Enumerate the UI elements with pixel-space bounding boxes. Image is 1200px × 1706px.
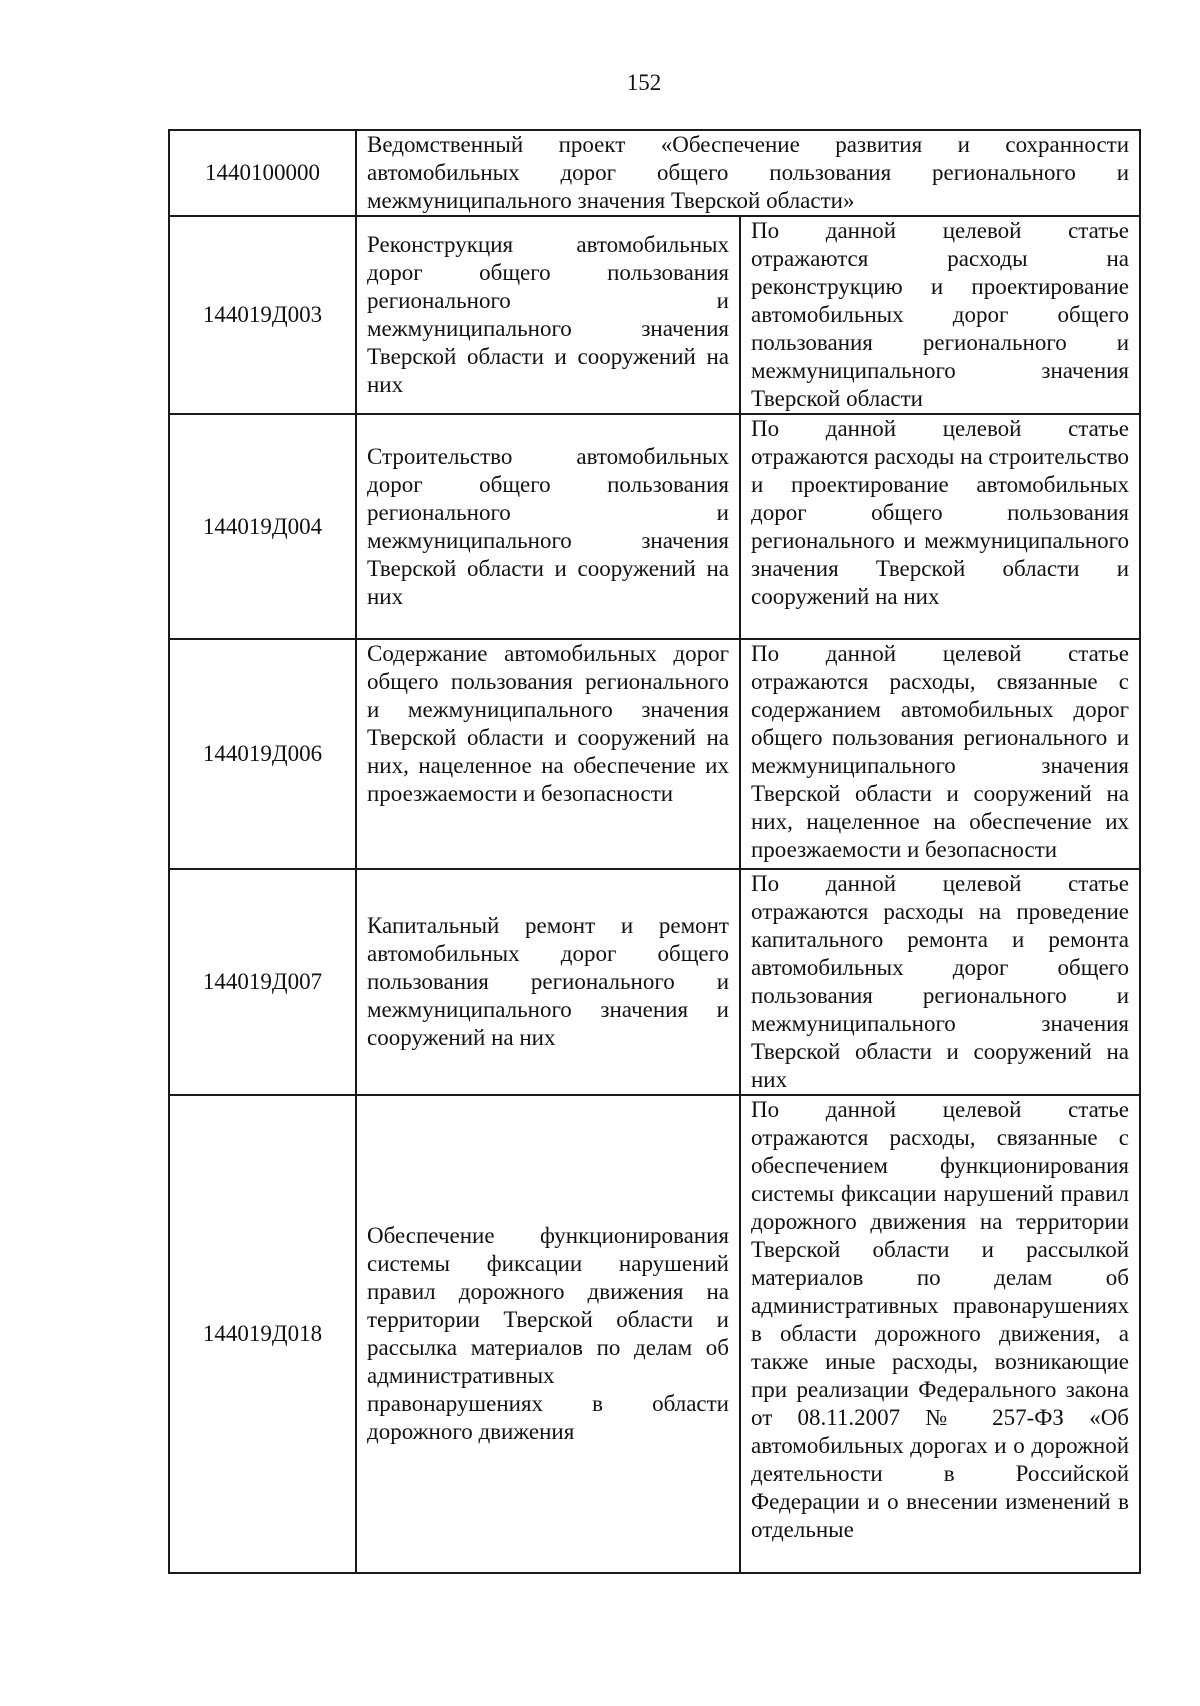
- row-name: Реконструкция автомобильных дорог общего пользования регионального и межмуниципального значения Тверской области и сооружений на них: [356, 216, 740, 414]
- row-description: По данной целевой статье отражаются расходы на проведение капитального ремонта и ремонта автомобильных дорог общего пользования регионального и межмуниципального значения Тверской области и сооружений на них: [740, 869, 1140, 1095]
- row-name: Строительство автомобильных дорог общего пользования регионального и межмуниципального значения Тверской области и сооружений на них: [356, 414, 740, 639]
- row-name: Обеспечение функционирования системы фиксации нарушений правил дорожного движения на территории Тверской области и рассылка материалов по делам об административных правонарушениях в области дорожного движения: [356, 1095, 740, 1573]
- row-code: 144019Д018: [169, 1095, 356, 1573]
- row-description: По данной целевой статье отражаются расходы, связанные с обеспечением функционирования системы фиксации нарушений правил дорожного движения на территории Тверской области и рассылкой материалов по делам об административных правонарушениях в области дорожного движения, а также иные расходы, возникающие при реализации Федерального закона от 08.11.2007 № 257-ФЗ «Об автомобильных дорогах и о дорожной деятельности в Российской Федерации и о внесении изменений в отдельные: [740, 1095, 1140, 1573]
- table-row: [169, 1095, 1140, 1573]
- table-row: [169, 869, 1140, 1095]
- table-row: [169, 414, 1140, 639]
- table-row: [169, 216, 1140, 414]
- row-name: Ведомственный проект «Обеспечение развития и сохранности автомобильных дорог общего пользования регионального и межмуниципального значения Тверской области»: [356, 130, 1140, 216]
- row-description: По данной целевой статье отражаются расходы, связанные с содержанием автомобильных дорог общего пользования регионального и межмуниципального значения Тверской области и сооружений на них, нацеленное на обеспечение их проезжаемости и безопасности: [740, 639, 1140, 869]
- row-code: 1440100000: [169, 130, 356, 216]
- row-code: 144019Д003: [169, 216, 356, 414]
- table-row: [169, 130, 1140, 216]
- page-number: 152: [626, 70, 662, 95]
- row-description: По данной целевой статье отражаются расходы на реконструкцию и проектирование автомобильных дорог общего пользования регионального и межмуниципального значения Тверской области: [740, 216, 1140, 414]
- row-description: По данной целевой статье отражаются расходы на строительство и проектирование автомобильных дорог общего пользования регионального и межмуниципального значения Тверской области и сооружений на них: [740, 414, 1140, 639]
- row-code: 144019Д007: [169, 869, 356, 1095]
- row-name: Содержание автомобильных дорог общего пользования регионального и межмуниципального значения Тверской области и сооружений на них, нацеленное на обеспечение их проезжаемости и безопасности: [356, 639, 740, 869]
- row-code: 144019Д004: [169, 414, 356, 639]
- row-name: Капитальный ремонт и ремонт автомобильных дорог общего пользования регионального и межмуниципального значения и сооружений на них: [356, 869, 740, 1095]
- target-articles-table: [168, 129, 1141, 1574]
- row-code: 144019Д006: [169, 639, 356, 869]
- table-row: [169, 639, 1140, 869]
